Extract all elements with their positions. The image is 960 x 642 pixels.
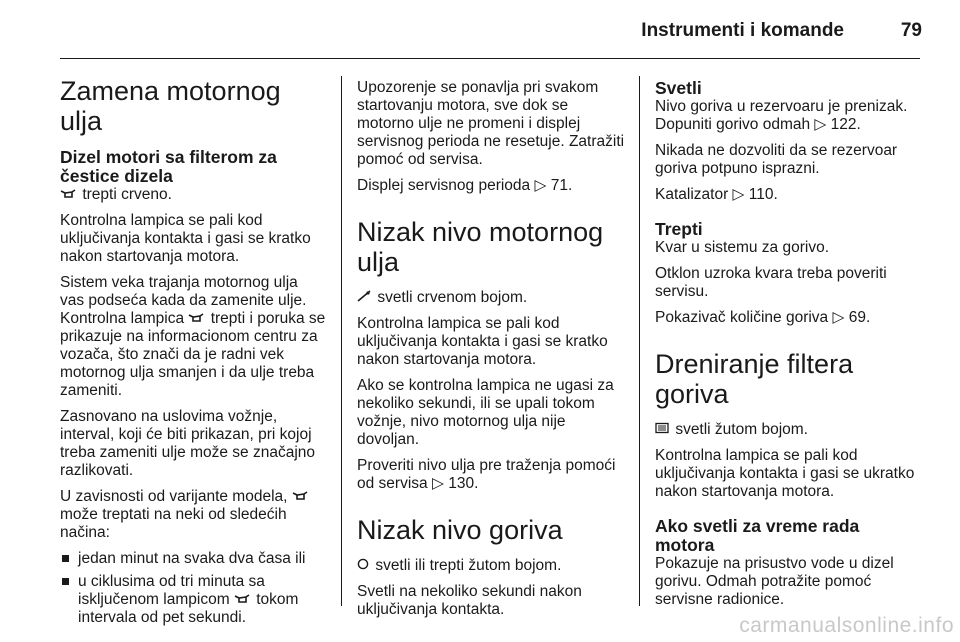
- watermark: carmanualsonline.info: [739, 614, 954, 637]
- oil-change-icon: [188, 310, 204, 328]
- fuel-level-icon: [357, 557, 369, 575]
- column-3: [655, 79, 923, 617]
- section-heading: Nizak nivo goriva: [357, 515, 563, 545]
- paragraph: Nivo goriva u rezervoaru je prenizak. Dopuniti gorivo odmah: [655, 98, 908, 133]
- paragraph: Ako se kontrolna lampica ne ugasi za nekoliko sekundi, ili se upali tokom vožnje, nivo motornog ulja nije dovoljan.: [357, 377, 614, 448]
- page-reference-icon: ▷: [534, 177, 547, 194]
- paragraph: Zasnovano na uslovima vožnje, interval, koji će biti prikazan, pri kojoj treba zameniti ulje može se značajno razlikovati.: [60, 408, 316, 479]
- page-reference: 71.: [550, 177, 573, 194]
- list-item-text: tokom intervala od pet sekundi.: [78, 591, 299, 626]
- subsection-heading: Dizel motori sa filterom za čestice dizela: [60, 147, 277, 186]
- paragraph: trepti i poruka se prikazuje na informacionom centru za vozača, što znači da je radni vek motornog ulja smanjen i da ulje treba zameniti.: [60, 310, 326, 399]
- status-text: trepti crveno.: [82, 186, 172, 203]
- column-divider: [341, 76, 342, 606]
- page-number: 79: [900, 20, 922, 41]
- paragraph: Kontrolna lampica se pali kod uključivanja kontakta i gasi se kratko nakon startovanja motora.: [357, 315, 608, 368]
- header-divider: [60, 58, 920, 59]
- oil-level-icon: [357, 289, 371, 307]
- paragraph: Kontrolna lampica se pali kod uključivanja kontakta i gasi se ukratko nakon startovanja motora.: [655, 447, 915, 500]
- column-2: [357, 79, 625, 627]
- paragraph: može treptati na neki od sledećih načina:: [60, 506, 287, 541]
- page-reference: 110.: [748, 186, 778, 203]
- status-text: svetli ili trepti žutom bojom.: [375, 557, 562, 574]
- paragraph: Pokazivač količine goriva: [655, 309, 829, 326]
- status-text: svetli crvenom bojom.: [377, 289, 528, 306]
- page-reference: 122.: [830, 116, 861, 133]
- page-reference: 130.: [448, 475, 479, 492]
- subsection-heading: Ako svetli za vreme rada motora: [655, 516, 860, 555]
- page-reference-icon: ▷: [832, 309, 845, 326]
- list-item: jedan minut na svaka dva časa ili: [60, 550, 326, 568]
- page-reference-icon: ▷: [732, 186, 745, 203]
- page-reference: 69.: [848, 309, 871, 326]
- page-header-title: Instrumenti i komande: [641, 20, 844, 41]
- bullet-list: [60, 550, 326, 627]
- paragraph: Otklon uzroka kvara treba poveriti servisu.: [655, 265, 887, 300]
- paragraph: Sistem veka trajanja motornog ulja vas podseća kada da zamenite ulje. Kontrolna lampica: [60, 274, 307, 327]
- fuel-filter-icon: [655, 421, 669, 439]
- oil-change-icon: [60, 186, 76, 204]
- status-text: svetli žutom bojom.: [675, 421, 808, 438]
- list-item-text: u ciklusima od tri minuta sa isključenom lampicom: [78, 573, 265, 608]
- paragraph: Pokazuje na prisustvo vode u dizel gorivu. Odmah potražite pomoć servisne radionice.: [655, 555, 894, 608]
- paragraph: Nikada ne dozvoliti da se rezervoar goriva potpuno isprazni.: [655, 142, 898, 177]
- section-heading: Zamena motornog ulja: [60, 76, 281, 136]
- section-heading: Dreniranje filtera goriva: [655, 349, 854, 409]
- column-1: [60, 76, 326, 632]
- page-reference-icon: ▷: [431, 475, 444, 492]
- paragraph: Kontrolna lampica se pali kod uključivanja kontakta i gasi se kratko nakon startovanja motora.: [60, 212, 311, 265]
- oil-change-icon: [234, 591, 250, 609]
- section-heading: Nizak nivo motornog ulja: [357, 217, 604, 277]
- paragraph: Katalizator: [655, 186, 729, 203]
- list-item: [60, 573, 326, 627]
- subsection-heading: Trepti: [655, 219, 703, 239]
- paragraph: Proveriti nivo ulja pre traženja pomoći od servisa: [357, 457, 616, 492]
- oil-change-icon: [292, 488, 308, 506]
- paragraph: Displej servisnog perioda: [357, 177, 531, 194]
- paragraph: U zavisnosti od varijante modela,: [60, 488, 288, 505]
- page-reference-icon: ▷: [814, 116, 827, 133]
- subsection-heading: Svetli: [655, 78, 702, 98]
- paragraph: Kvar u sistemu za gorivo.: [655, 239, 830, 256]
- paragraph: Svetli na nekoliko sekundi nakon uključivanja kontakta.: [357, 583, 582, 618]
- column-divider: [639, 76, 640, 606]
- paragraph: Upozorenje se ponavlja pri svakom startovanju motora, sve dok se motorno ulje ne promeni i displej servisnog perioda ne resetuje. Zatražiti pomoć od servisa.: [357, 79, 625, 168]
